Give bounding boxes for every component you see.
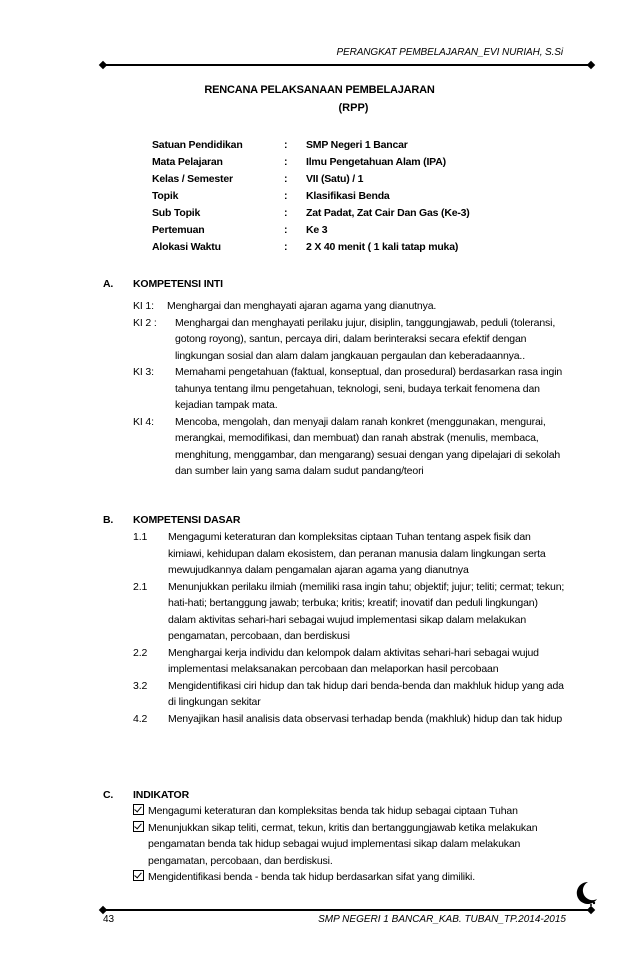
identity-colon: : [284,156,288,168]
identity-key: Pertemuan [152,224,205,236]
checkbox-checked-icon [133,821,144,832]
indikator-list [133,803,569,886]
identity-key: Topik [152,190,179,202]
identity-colon: : [284,224,288,236]
identity-colon: : [284,190,288,202]
item-text: Menunjukkan sikap teliti, cermat, tekun, kritis dan bertanggungjawab ketika melakukan pengamatan benda tak hidup sebagai wujud implementasi sikap dalam melakukan pengamatan, percobaan, dan berdiskusi. [148,821,538,867]
list-item [133,820,569,870]
item-text: Menghargai kerja individu dan kelompok dalam aktivitas sehari-hari sebagai wujud implementasi melaksanakan percobaan dan melaporkan hasil percobaan [168,646,539,675]
identity-value: Ilmu Pengetahuan Alam (IPA) [306,156,446,168]
identity-value: 2 X 40 menit ( 1 kali tatap muka) [306,241,459,253]
identity-key: Sub Topik [152,207,201,219]
list-item [133,298,567,315]
footer-rule-left-diamond [99,906,107,914]
checkbox-checked-icon [133,804,144,815]
identity-key: Alokasi Waktu [152,241,221,253]
checkbox-checked-icon [133,870,144,881]
footer-rule [103,909,591,911]
item-text: Mencoba, mengolah, dan menyaji dalam ranah konkret (menggunakan, mengurai, merangkai, memodifikasi, dan membuat) dan ranah abstrak (menulis, membaca, menghitung, menggambar, dan mengarang) sesuai dengan yang dipelajari di sekolah dan sumber lain yang sama dalam sudut pandang/teori [175,415,561,477]
item-text: Mengidentifikasi ciri hidup dan tak hidup dari benda-benda dan makhluk hidup yang ada di lingkungan sekitar [168,679,564,708]
identity-row [152,188,470,205]
section-a-heading: KOMPETENSI INTI [133,278,223,290]
document-title: RENCANA PELAKSANAAN PEMBELAJARAN [204,84,435,96]
item-text: Menunjukkan perilaku ilmiah (memiliki rasa ingin tahu; objektif; jujur; teliti; cermat; tekun; hati-hati; bertanggung jawab; terbuka; kritis; kreatif; inovatif dan peduli lingkungan) dalam aktivitas sehari-hari sebagai wujud implementasi sikap dalam melakukan pengamatan, percobaan, dan berdiskusi [168,580,565,642]
identity-value: Zat Padat, Zat Cair Dan Gas (Ke-3) [306,207,470,219]
running-header: PERANGKAT PEMBELAJARAN_EVI NURIAH, S.Si [336,47,563,58]
identity-colon: : [284,173,288,185]
identity-key: Kelas / Semester [152,173,233,185]
item-text: Mengagumi keteraturan dan kompleksitas ciptaan Tuhan tentang aspek fisik dan kimiawi, kehidupan dalam ekosistem, dan peranan manusia dalam lingkungan serta mewujudkannya dalam pengamalan ajaran agama yang dianutnya [168,531,546,576]
item-text: Menyajikan hasil analisis data observasi terhadap benda (makhluk) hidup dan tak hidup [168,712,563,725]
identity-row [152,239,470,256]
item-code: 3.2 [133,679,148,692]
list-item [133,869,569,886]
item-code: KI 2 : [133,316,157,329]
identity-colon: : [284,241,288,253]
item-code: KI 4: [133,415,154,428]
item-text: Mengagumi keteraturan dan kompleksitas benda tak hidup sebagai ciptaan Tuhan [148,805,518,817]
list-item [133,579,567,645]
running-footer: SMP NEGERI 1 BANCAR_KAB. TUBAN_TP.2014-2015 [318,914,566,925]
identity-value: VII (Satu) / 1 [306,173,364,185]
identity-row [152,154,470,171]
document-subtitle: (RPP) [338,102,369,114]
identity-row [152,137,470,154]
list-item [133,315,567,365]
list-item [133,364,567,414]
identity-colon: : [284,139,288,151]
list-item [133,645,567,678]
kompetensi-inti-list [133,298,567,480]
item-code: KI 1: [133,300,154,312]
identity-table [152,137,470,256]
list-item [133,711,567,728]
item-code: 1.1 [133,531,148,543]
list-item [133,678,567,711]
section-c-heading: INDIKATOR [133,789,190,801]
identity-value: Ke 3 [306,224,328,236]
identity-row [152,205,470,222]
section-a-letter: A. [103,278,114,290]
list-item [133,803,569,820]
list-item [133,414,567,480]
identity-key: Satuan Pendidikan [152,139,243,151]
identity-value: SMP Negeri 1 Bancar [306,139,408,151]
section-b-heading: KOMPETENSI DASAR [133,514,241,526]
section-b-letter: B. [103,514,114,526]
identity-colon: : [284,207,288,219]
identity-row [152,222,470,239]
header-rule [103,64,591,66]
kompetensi-dasar-list [133,529,567,727]
list-item [133,529,567,579]
identity-value: Klasifikasi Benda [306,190,390,202]
item-code: 4.2 [133,712,148,725]
item-text: Mengidentifikasi benda - benda tak hidup berdasarkan sifat yang dimiliki. [148,871,475,883]
item-text: Menghargai dan menghayati ajaran agama yang dianutnya. [167,300,437,312]
item-code: 2.1 [133,580,148,593]
item-code: 2.2 [133,646,148,659]
page-number: 43 [103,914,115,925]
identity-key: Mata Pelajaran [152,156,223,168]
section-c-letter: C. [103,789,114,801]
item-text: Memahami pengetahuan (faktual, konseptual, dan prosedural) berdasarkan rasa ingin tahunya tentang ilmu pengetahuan, teknologi, seni, budaya terkait fenomena dan kejadian tampak mata. [175,366,563,411]
header-rule-left-diamond [99,61,107,69]
item-text: Menghargai dan menghayati perilaku jujur, disiplin, tanggungjawab, peduli (toleransi, gotong royong), santun, percaya diri, dalam berinteraksi secara efektif dengan lingkungan sosial dan alam dalam jangkauan pergaulan dan keberadaannya.. [175,316,556,362]
identity-row [152,171,470,188]
header-rule-right-diamond [587,61,595,69]
item-code: KI 3: [133,366,154,378]
